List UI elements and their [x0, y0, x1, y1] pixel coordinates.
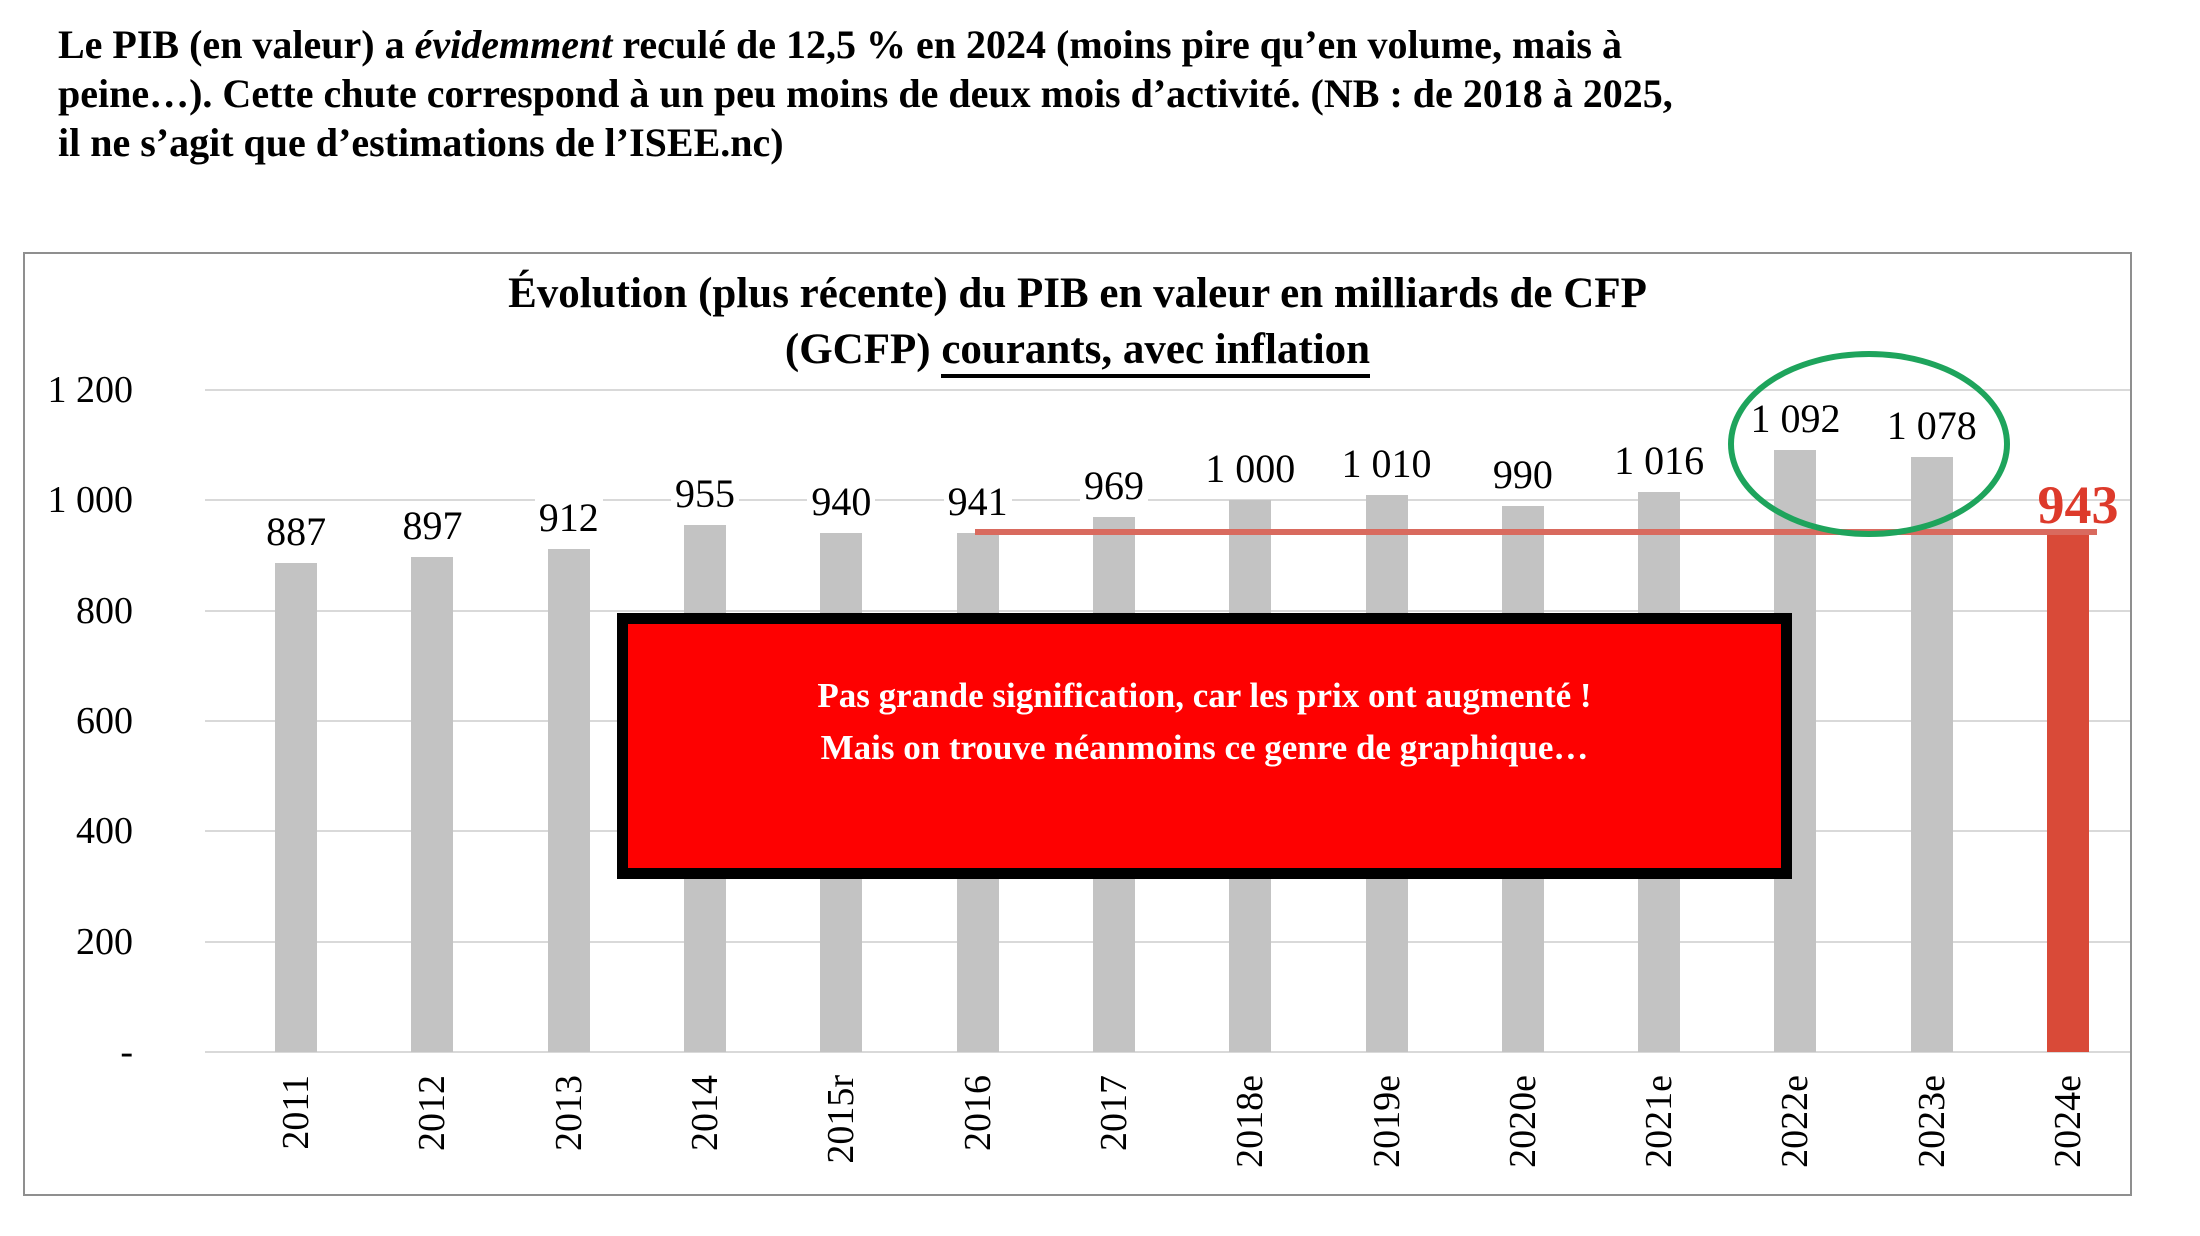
- bar-value-label: 941: [888, 479, 1068, 525]
- x-tick-label: 2016: [956, 1075, 999, 1151]
- bar-value-label: 1 000: [1160, 446, 1340, 492]
- x-tick-label: 2017: [1092, 1075, 1135, 1151]
- y-tick-label: 200: [76, 920, 133, 963]
- intro-line1-prefix: Le PIB (en valeur) a: [58, 22, 415, 67]
- y-tick-label: 400: [76, 810, 133, 853]
- reference-value-label: 943: [2037, 475, 2119, 535]
- y-tick-label: 800: [76, 589, 133, 632]
- bar-value-label: 897: [342, 503, 522, 549]
- x-tick-label: 2019e: [1365, 1075, 1408, 1168]
- y-tick-label: 600: [76, 700, 133, 742]
- gridline: [205, 941, 2130, 943]
- chart-title-line-1: Évolution (plus récente) du PIB en valeur en milliards de CFP: [508, 270, 1647, 317]
- intro-line-3: il ne s’agit que d’estimations de l’ISEE.nc): [58, 120, 784, 165]
- bar-value-label: 912: [479, 495, 659, 541]
- bar: [2047, 532, 2089, 1052]
- bar: [1911, 457, 1953, 1052]
- bar-value-label: 955: [615, 471, 795, 517]
- x-tick-label: 2018e: [1229, 1075, 1272, 1168]
- x-tick-label: 2011: [275, 1075, 318, 1150]
- x-tick-label: 2023e: [1910, 1075, 1953, 1168]
- bar-value-label: 1 010: [1297, 441, 1477, 487]
- intro-line-2: peine…). Cette chute correspond à un peu moins de deux mois d’activité. (NB : de 2018 à 2025,: [58, 71, 1673, 116]
- bar: [411, 557, 453, 1052]
- bar-value-label: 1 092: [1705, 396, 1885, 442]
- chart-title: [25, 266, 2130, 378]
- intro-line1-suffix: reculé de 12,5 % en 2024 (moins pire qu’en volume, mais à: [612, 22, 1622, 67]
- bar-value-label: 940: [751, 479, 931, 525]
- x-tick-label: 2013: [547, 1075, 590, 1151]
- chart-title-line-2: [25, 322, 2130, 378]
- x-tick-label: 2012: [411, 1075, 454, 1151]
- annotation-line-1: Pas grande signification, car les prix ont augmenté !: [817, 676, 1592, 715]
- bar-value-label: 1 078: [1842, 403, 2022, 449]
- x-tick-label: 2014: [684, 1075, 727, 1151]
- intro-paragraph: [58, 20, 1673, 167]
- x-tick-label: 2015r: [820, 1075, 863, 1164]
- y-tick-label: 1 000: [47, 479, 133, 522]
- x-tick-label: 2021e: [1638, 1075, 1681, 1168]
- y-tick-label: -: [120, 1031, 133, 1073]
- intro-line1-italic: évidemment: [414, 22, 613, 67]
- bar: [275, 563, 317, 1052]
- y-tick-label: 1 200: [47, 369, 133, 411]
- bar-value-label: 990: [1433, 452, 1613, 498]
- reference-line: [975, 529, 2097, 535]
- gridline: [205, 610, 2130, 612]
- x-tick-label: 2024e: [2047, 1075, 2090, 1168]
- chart-title-line2-prefix: (GCFP): [784, 326, 942, 373]
- intro-line-1: [58, 20, 1673, 69]
- bar-value-label: 969: [1024, 463, 1204, 509]
- gridline: [205, 1051, 2130, 1053]
- bar: [548, 549, 590, 1052]
- chart-frame: [23, 252, 2132, 1196]
- x-tick-label: 2020e: [1501, 1075, 1544, 1168]
- bar-value-label: 1 016: [1569, 438, 1749, 484]
- bar-value-label: 887: [206, 509, 386, 555]
- ellipse-highlight: [1728, 351, 2010, 537]
- chart-title-line2-underlined: courants, avec inflation: [941, 326, 1370, 378]
- annotation-box: [617, 613, 1792, 879]
- x-tick-label: 2022e: [1774, 1075, 1817, 1168]
- annotation-line-2: Mais on trouve néanmoins ce genre de graphique…: [820, 728, 1589, 767]
